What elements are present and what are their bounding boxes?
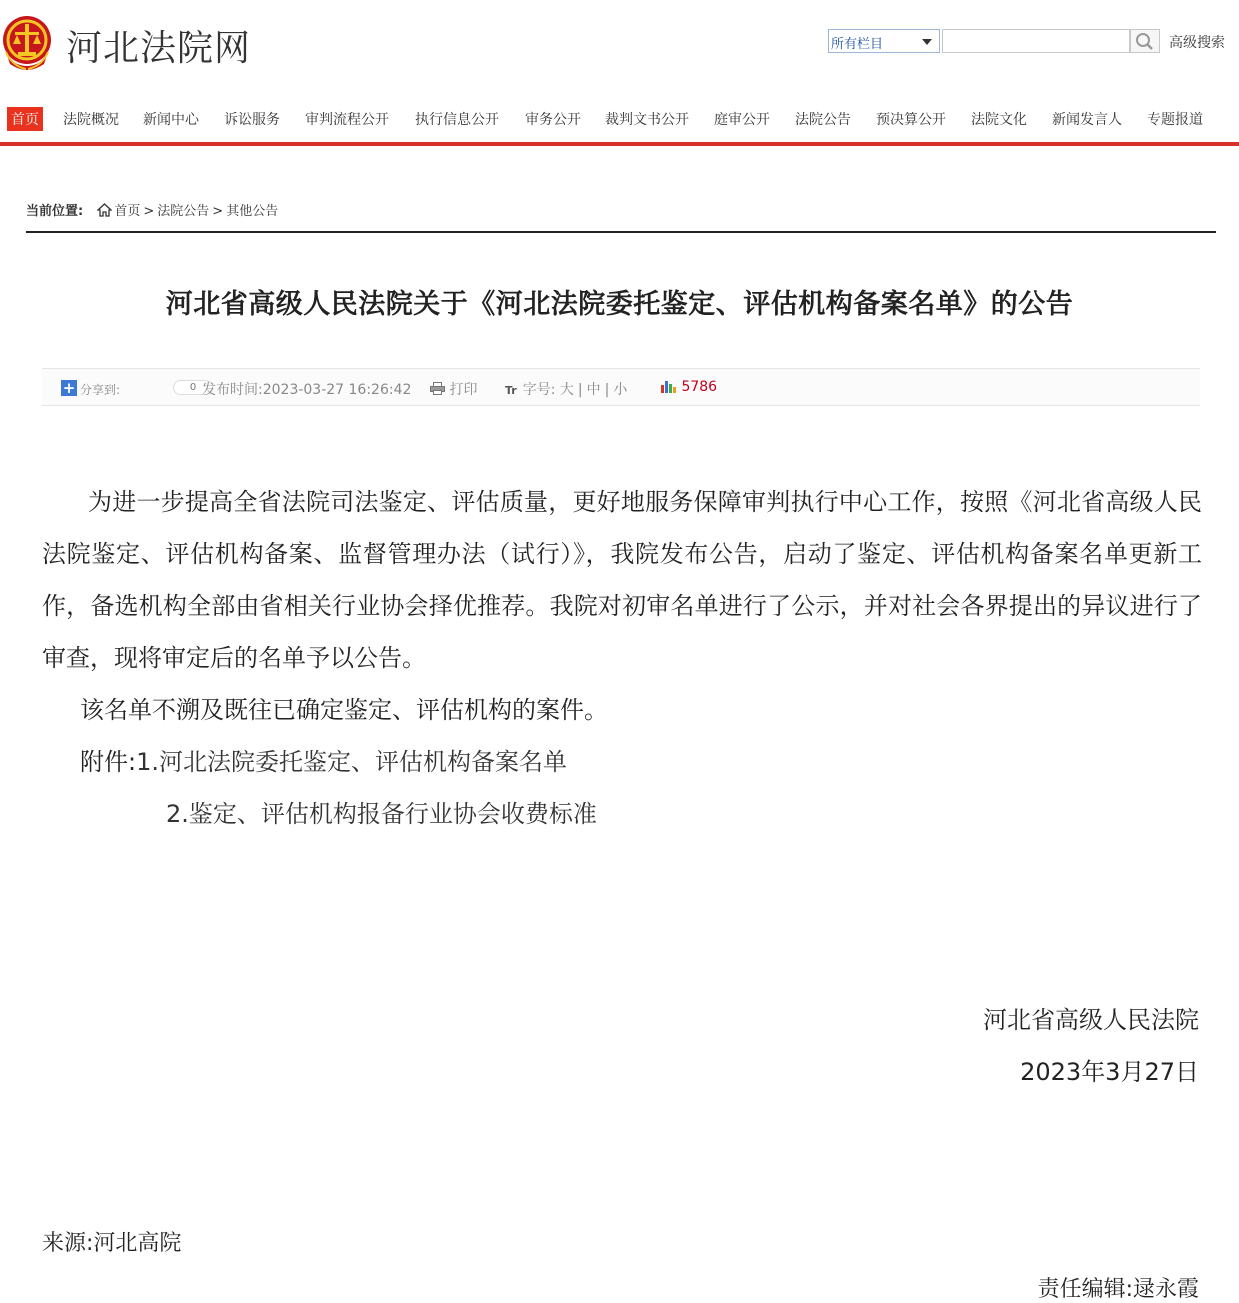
attachment-line xyxy=(42,736,1202,788)
nav-item-trial-broadcast[interactable]: 庭审公开 xyxy=(714,112,770,128)
print-label: 打印 xyxy=(449,382,478,398)
article-source: 来源:河北高院 xyxy=(42,1231,182,1256)
attachment-link-2[interactable]: 2.鉴定、评估机构报备行业协会收费标准 xyxy=(166,800,597,828)
view-counter xyxy=(660,379,717,395)
site-header xyxy=(0,0,1239,100)
nav-item-enforcement-info[interactable]: 执行信息公开 xyxy=(415,112,499,128)
article-body xyxy=(42,476,1202,840)
nav-divider xyxy=(0,142,1239,146)
nav-item-court-notices[interactable]: 法院公告 xyxy=(795,112,851,128)
share-label[interactable]: 分享到: xyxy=(80,383,121,397)
nav-item-court-affairs[interactable]: 审务公开 xyxy=(525,112,581,128)
main-nav xyxy=(0,106,1239,134)
print-button[interactable] xyxy=(430,379,477,399)
breadcrumb-other-notices[interactable]: 其他公告 xyxy=(226,204,279,219)
breadcrumb-label: 当前位置: xyxy=(26,204,84,219)
breadcrumb-separator: > xyxy=(212,204,224,219)
article-paragraph: 该名单不溯及既往已确定鉴定、评估机构的案件。 xyxy=(80,696,608,724)
article-title: 河北省高级人民法院关于《河北法院委托鉴定、评估机构备案名单》的公告 xyxy=(165,289,1074,320)
site-title[interactable]: 河北法院网 xyxy=(66,28,252,69)
nav-item-court-culture[interactable]: 法院文化 xyxy=(971,112,1027,128)
font-size-separator: | xyxy=(577,382,583,398)
advanced-search-link[interactable]: 高级搜索 xyxy=(1169,35,1225,51)
font-size-icon: Tr xyxy=(505,384,517,397)
nav-item-litigation-service[interactable]: 诉讼服务 xyxy=(224,112,280,128)
dropdown-arrow-icon xyxy=(922,39,932,45)
breadcrumb-separator: > xyxy=(143,204,155,219)
nav-item-special-reports[interactable]: 专题报道 xyxy=(1147,112,1203,128)
font-size-control xyxy=(505,379,627,399)
nav-item-budget[interactable]: 预决算公开 xyxy=(876,112,946,128)
search-scope-value: 所有栏目 xyxy=(831,37,884,52)
breadcrumb xyxy=(26,200,278,219)
bar-chart-icon xyxy=(660,379,677,393)
attachments-label: 附件: xyxy=(80,748,137,776)
article-meta-bar xyxy=(42,368,1200,406)
font-size-label: 字号: xyxy=(522,382,556,398)
font-size-separator: | xyxy=(604,382,610,398)
article-paragraph: 为进一步提高全省法院司法鉴定、评估质量，更好地服务保障审判执行中心工作，按照《河北省高级人民法院鉴定、评估机构备案、监督管理办法（试行）》，我院发布公告，启动了鉴定、评估机构备案名单更新工作，备选机构全部由省相关行业协会择优推荐。我院对初审名单进行了公示，并对社会各界提出的异议进行了审查，现将审定后的名单予以公告。 xyxy=(42,488,1202,672)
signature-org: 河北省高级人民法院 xyxy=(983,1006,1199,1034)
nav-item-court-overview[interactable]: 法院概况 xyxy=(63,112,119,128)
article-editor: 责任编辑:逯永霞 xyxy=(1037,1277,1199,1302)
nav-item-news-center[interactable]: 新闻中心 xyxy=(143,112,199,128)
breadcrumb-divider xyxy=(26,231,1216,233)
font-size-large[interactable]: 大 xyxy=(559,382,574,398)
print-icon xyxy=(430,382,445,395)
search-scope-select[interactable] xyxy=(828,29,940,53)
search-icon xyxy=(1131,30,1159,52)
search-input[interactable] xyxy=(942,29,1130,53)
signature-date: 2023年3月27日 xyxy=(1020,1058,1199,1086)
court-emblem-icon[interactable] xyxy=(2,14,52,72)
publish-time: 发布时间:2023-03-27 16:26:42 xyxy=(202,382,412,398)
nav-item-spokesperson[interactable]: 新闻发言人 xyxy=(1052,112,1122,128)
share-plus-icon[interactable]: + xyxy=(62,379,76,397)
font-size-small[interactable]: 小 xyxy=(613,382,628,398)
home-icon xyxy=(97,203,112,217)
breadcrumb-home[interactable]: 首页 xyxy=(114,204,141,219)
search-button[interactable] xyxy=(1130,29,1160,53)
attachment-link-1[interactable]: 1.河北法院委托鉴定、评估机构备案名单 xyxy=(136,748,567,776)
font-size-medium[interactable]: 中 xyxy=(586,382,601,398)
attachment-line xyxy=(42,788,1202,840)
nav-item-judgments[interactable]: 裁判文书公开 xyxy=(605,112,689,128)
view-count: 5786 xyxy=(681,379,718,395)
share-count: 0 xyxy=(173,380,213,395)
nav-item-trial-process[interactable]: 审判流程公开 xyxy=(305,112,389,128)
nav-item-home[interactable]: 首页 xyxy=(7,107,43,131)
breadcrumb-court-notices[interactable]: 法院公告 xyxy=(157,204,210,219)
